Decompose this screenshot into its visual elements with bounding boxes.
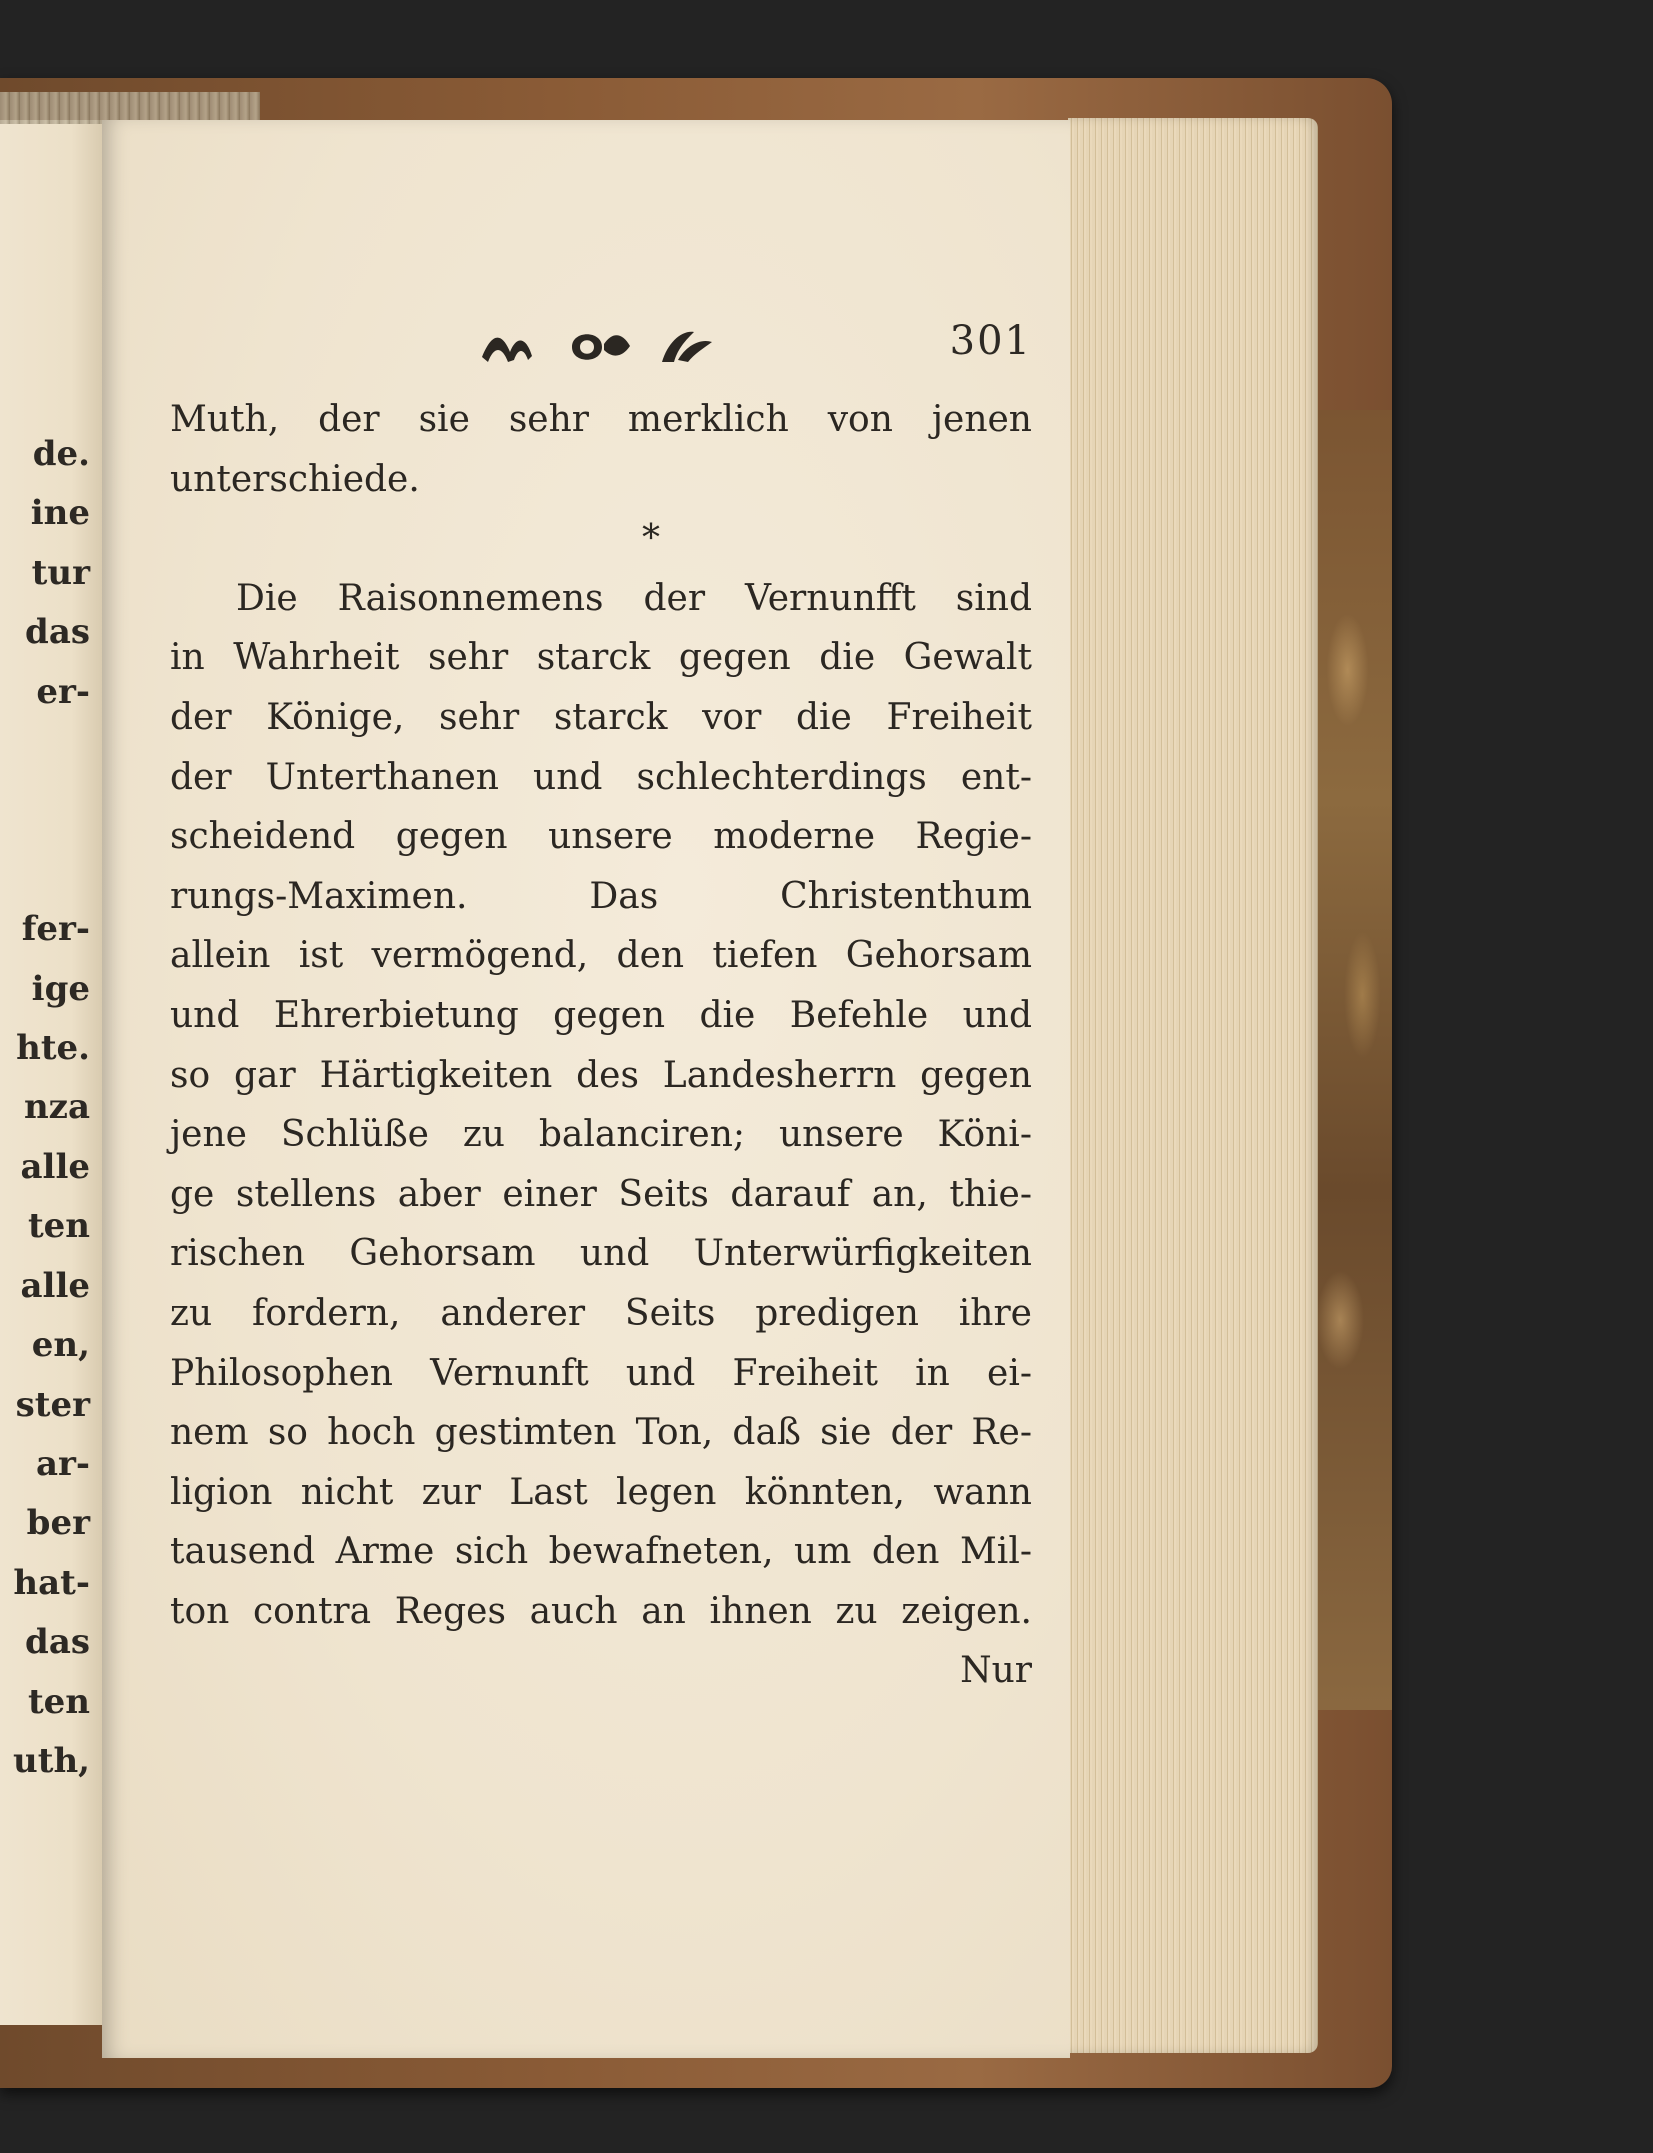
text-line: so gar Härtigkeiten des Landesherrn gegen: [170, 1054, 1032, 1096]
left-line: alle: [20, 1146, 90, 1187]
text-line: jene Schlüße zu balanciren; unsere Köni-: [170, 1114, 1032, 1156]
page-block-edges: [1068, 118, 1318, 2053]
text-line: allein ist vermögend, den tiefen Gehorsam: [170, 935, 1032, 977]
text-line: nem so hoch gestimten Ton, daß sie der Re-: [170, 1412, 1032, 1454]
left-line: er-: [36, 671, 90, 712]
marbled-cover-edge: [1318, 410, 1392, 1710]
text-line: Philosophen Vernunft und Freiheit in ei-: [170, 1352, 1032, 1394]
left-line: ten: [27, 1206, 90, 1247]
page-number: 301: [949, 318, 1032, 364]
text-line: scheidend gegen unsere moderne Regie-: [170, 816, 1032, 858]
text-line: Muth, der sie sehr merklich von jenen: [170, 399, 1032, 440]
left-line: das: [25, 612, 90, 653]
text-line: zu fordern, anderer Seits predigen ihre: [170, 1292, 1032, 1334]
text-line: tausend Arme sich bewafneten, um den Mil-: [170, 1531, 1032, 1573]
left-line: ine: [30, 493, 90, 534]
left-line: das: [25, 1622, 90, 1663]
text-line: rungs-Maximen. Das Christenthum: [170, 875, 1032, 917]
left-line: uth,: [13, 1740, 90, 1781]
text-line: unterschiede.: [170, 458, 420, 500]
left-line: ster: [15, 1384, 90, 1425]
text-line: ton contra Reges auch an ihnen zu zeigen.: [170, 1590, 1032, 1632]
left-page: [0, 120, 102, 2025]
left-line: [13, 722, 90, 781]
left-line: nza: [23, 1087, 90, 1128]
left-line: ten: [27, 1681, 90, 1722]
left-line: [13, 841, 90, 900]
text-line: rischen Gehorsam und Unterwürfigkeiten: [170, 1233, 1032, 1275]
left-line: ber: [26, 1503, 90, 1544]
left-line: ar-: [35, 1443, 90, 1484]
text-line: Die Raisonnemens der Vernunfft sind: [236, 577, 1032, 619]
left-line: tur: [31, 552, 90, 593]
text-line: in Wahrheit sehr starck gegen die Gewalt: [170, 637, 1032, 679]
text-line: der Könige, sehr starck vor die Freiheit: [170, 696, 1032, 738]
printers-ornament-icon: [472, 322, 732, 372]
left-line: ige: [31, 968, 90, 1009]
running-header: [170, 310, 1032, 390]
page-text-block: [170, 310, 1032, 1701]
left-line: alle: [20, 1265, 90, 1306]
text-line: und Ehrerbietung gegen die Befehle und: [170, 994, 1032, 1036]
catchword: Nur: [960, 1650, 1032, 1692]
left-line: en,: [31, 1325, 90, 1366]
left-line: hat-: [13, 1562, 90, 1603]
left-line: hte.: [16, 1028, 90, 1069]
text-line: ge stellens aber einer Seits darauf an, thie-: [170, 1173, 1032, 1215]
left-page-text: [13, 425, 90, 1791]
left-line: fer-: [21, 909, 90, 950]
left-line: [13, 781, 90, 840]
text-line: der Unterthanen und schlechterdings ent-: [170, 756, 1032, 798]
section-asterisk: *: [642, 518, 660, 560]
right-page: [102, 120, 1070, 2058]
left-line: de.: [32, 434, 90, 474]
text-line: ligion nicht zur Last legen könnten, wann: [170, 1471, 1032, 1513]
